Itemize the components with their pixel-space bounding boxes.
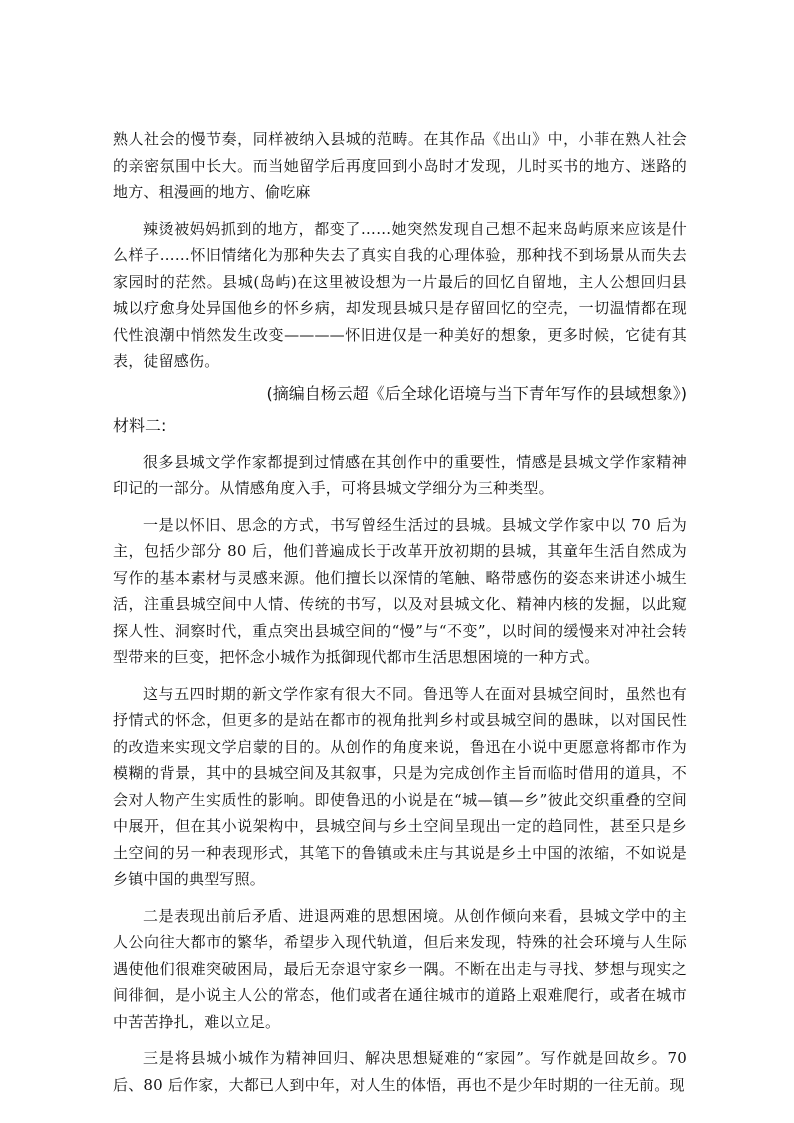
section-paragraph-3: 这与五四时期的新文学作家有很大不同。鲁迅等人在面对县城空间时，虽然也有抒情式的怀念，但更多的是站在都市的视角批判乡村或县城空间的愚昧，以对国民性的改造来实现文学启蒙的目的。从创作的角度来说，鲁迅在小说中更愿意将都市作为模糊的背景，其中的县城空间及其叙事，只是为完成创作主旨而临时借用的道具，不会对人物产生实质性的影响。即使鲁迅的小说是在“城—镇—乡”彼此交织重叠的空间中展开，但在其小说架构中，县城空间与乡土空间呈现出一定的趋同性，甚至只是乡土空间的另一种表现形式，其笔下的鲁镇或未庄与其说是乡土中国的浓缩，不如说是乡镇中国的典型写照。 [113,684,687,888]
section-paragraph-5: 三是将县城小城作为精神回归、解决思想疑难的“家园”。写作就是回故乡。70 后、80 后作家，大都已人到中年，对人生的体悟，再也不是少年时期的一往无前。现 [113,1049,687,1094]
section-paragraph-2: 一是以怀旧、思念的方式，书写曾经生活过的县城。县城文学作家中以 70 后为主，包括少部分 80 后，他们普遍成长于改革开放初期的县城，其童年生活自然成为写作的基本素材与灵感来源。他们擅长以深情的笔触、略带感伤的姿态来讲述小城生活，注重县城空间中人情、传统的书写，以及对县城文化、精神内核的发掘，以此窥探人性、洞察时代，重点突出县城空间的“慢”与“不变”，以时间的缓慢来对冲社会转型带来的巨变，把怀念小城作为抵御现代都市生活思想困境的一种方式。 [113,515,687,666]
source-citation: (摘编自杨云超《后全球化语境与当下青年写作的县域想象》) [266,383,687,403]
paragraph-1: 熟人社会的慢节奏，同样被纳入县城的范畴。在其作品《出山》中，小菲在熟人社会的亲密氛围中长大。而当她留学后再度回到小岛时才发现，儿时买书的地方、迷路的地方、租漫画的地方、偷吃麻 [113,130,687,201]
section-paragraph-4: 二是表现出前后矛盾、进退两难的思想困境。从创作倾向来看，县城文学中的主人公向往大都市的繁华，希望步入现代轨道，但后来发现，特殊的社会环境与人生际遇使他们很难突破困局，最后无奈退守家乡一隅。不断在出走与寻找、梦想与现实之间徘徊，是小说主人公的常态，他们或者在通往城市的道路上艰难爬行，或者在城市中苦苦挣扎，难以立足。 [113,906,687,1031]
document-body [113,126,687,1098]
section-label: 材料二: [113,415,167,435]
paragraph-2: 辣烫被妈妈抓到的地方，都变了……她突然发现自己想不起来岛屿原来应该是什么样子……怀旧情绪化为那种失去了真实自我的心理体验，那种找不到场景从而失去家园时的茫然。县城(岛屿)在这里被设想为一片最后的回忆自留地，主人公想回归县城以疗愈身处异国他乡的怀乡病，却发现县城只是存留回忆的空壳，一切温情都在现代性浪潮中悄然发生改变————怀旧进仅是一种美好的想象，更多时候，它徒有其表，徒留感伤。 [113,219,687,370]
section-paragraph-1: 很多县城文学作家都提到过情感在其创作中的重要性，情感是县城文学作家精神印记的一部分。从情感角度入手，可将县城文学细分为三种类型。 [113,452,687,497]
